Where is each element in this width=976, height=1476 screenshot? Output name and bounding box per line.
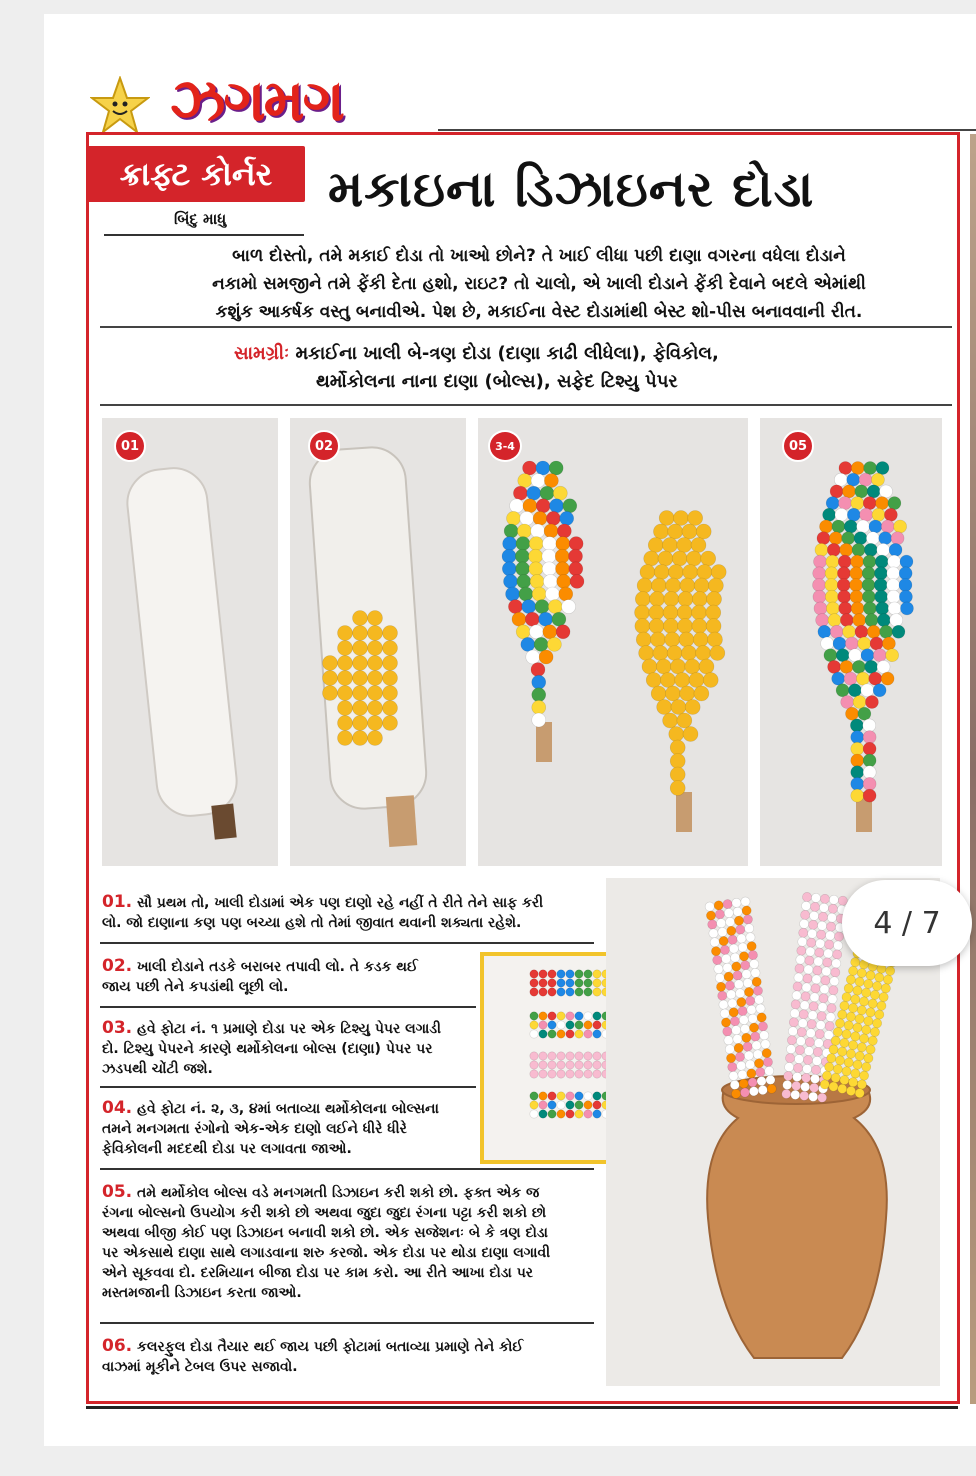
photo-step-1 <box>102 418 278 866</box>
step-text: રંગના બોલ્સનો ઉપયોગ કરી શકો છો અથવા જુદા જુદા રંગના પટ્ટા કરી શકો છો <box>102 1205 547 1221</box>
step-number: 01. <box>102 892 133 912</box>
materials-block <box>234 340 884 396</box>
divider <box>100 404 952 406</box>
step-number: 03. <box>102 1018 133 1038</box>
step-text: સૌ પ્રથમ તો, ખાલી દોડામાં એક પણ દાણો રહે નહીં તે રીતે તેને સાફ કરી <box>137 895 544 911</box>
divider <box>100 1086 476 1088</box>
author-divider <box>104 234 304 236</box>
intro-paragraph <box>144 242 934 326</box>
divider <box>100 1168 594 1170</box>
divider <box>100 1006 476 1008</box>
step-text: તમને મનગમતા રંગોનો એક-એક દાણો લઈને ધીરે ધીરે <box>102 1121 407 1137</box>
bottom-divider <box>86 1406 958 1409</box>
next-page-edge <box>970 134 976 1404</box>
materials-label: સામગ્રીઃ <box>234 343 290 364</box>
materials-line: મકાઈના ખાલી બે-ત્રણ દોડા (દાણા કાઢી લીધેલા), ફેવિકોલ, <box>295 343 719 364</box>
section-tag: ક્રાફ્ટ કોર્નર <box>87 146 305 202</box>
star-mascot-icon <box>90 76 150 136</box>
step-text: લો. જો દાણાના કણ પણ બચ્યા હશે તો તેમાં જીવાત થવાની શક્યતા રહેશે. <box>102 915 522 931</box>
step-number: 06. <box>102 1336 133 1356</box>
step-06 <box>102 1336 596 1377</box>
step-02 <box>102 956 418 997</box>
logo-text: ઝગમગ <box>170 66 343 134</box>
step-badge: 3-4 <box>488 430 522 462</box>
step-text: ફેવિકોલની મદદથી દોડા પર લગાવતા જાઓ. <box>102 1141 352 1157</box>
magazine-page <box>44 14 976 1446</box>
step-text: હવે ફોટા નં. ૧ પ્રમાણે દોડા પર એક ટિશ્યુ પેપર લગાડી <box>137 1021 442 1037</box>
intro-line: કશુંક આકર્ષક વસ્તુ બનાવીએ. પેશ છે, મકાઈના વેસ્ટ દોડામાંથી બેસ્ટ શો-પીસ બનાવવાની રીત. <box>215 302 863 322</box>
header-divider <box>438 129 976 131</box>
author-name: બિંદુ માધુ <box>174 210 227 228</box>
step-03 <box>102 1018 441 1079</box>
step-05 <box>102 1182 596 1303</box>
step-text: ઝડપથી ચોંટી જશે. <box>102 1061 213 1077</box>
step-text: કલરફુલ દોડા તૈયાર થઈ જાય પછી ફોટામાં બતાવ્યા પ્રમાણે તેને કોઈ <box>137 1339 524 1355</box>
intro-line: નકામો સમજીને તમે ફેંકી દેતા હશો, રાઇટ? તો ચાલો, એ ખાલી દોડાને ફેંકી દેવાને બદલે એમાંથી <box>212 274 866 294</box>
step-04 <box>102 1098 439 1159</box>
step-number: 02. <box>102 956 133 976</box>
step-badge: 02 <box>308 430 340 462</box>
step-badge: 01 <box>114 430 146 462</box>
step-text: હવે ફોટા નં. ૨, ૩, ૪માં બતાવ્યા થર્મોકોલના બોલ્સના <box>137 1101 439 1117</box>
divider <box>100 1322 594 1324</box>
step-text: જાય પછી તેને કપડાંથી લૂછી લો. <box>102 979 289 995</box>
divider <box>100 942 594 944</box>
step-text: તમે થર્મોકોલ બોલ્સ વડે મનગમતી ડિઝાઇન કરી શકો છો. ફક્ત એક જ <box>137 1185 540 1201</box>
step-text: અથવા બીજી કોઈ પણ ડિઝાઇન બનાવી શકો છો. એક સજેશનઃ બે કે ત્રણ દોડા <box>102 1225 548 1241</box>
step-text: પર એકસાથે દાણા સાથે લગાડવાના શરુ કરજો. એક દોડા પર થોડા દાણા લગાવી <box>102 1245 551 1261</box>
step-number: 04. <box>102 1098 133 1118</box>
step-number: 05. <box>102 1182 133 1202</box>
step-text: એને સૂકવવા દો. દરમિયાન બીજા દોડા પર કામ કરો. આ રીતે આખા દોડા પર <box>102 1265 534 1281</box>
step-text: વાઝમાં મૂકીને ટેબલ ઉપર સજાવો. <box>102 1359 298 1375</box>
step-text: દો. ટિશ્યુ પેપરને કારણે થર્મોકોલના બોલ્સ (દાણા) પેપર પર <box>102 1041 433 1057</box>
divider <box>100 326 952 328</box>
step-01 <box>102 892 543 933</box>
intro-line: બાળ દોસ્તો, તમે મકાઈ દોડા તો ખાઓ છોને? તે ખાઈ લીધા પછી દાણા વગરના વધેલા દોડાને <box>232 246 846 266</box>
page-counter: 4 / 7 <box>842 880 972 966</box>
photo-step-5 <box>760 418 942 866</box>
materials-line: થર્મોકોલના નાના દાણા (બોલ્સ), સફેદ ટિશ્યુ પેપર <box>316 371 678 392</box>
step-badge: 05 <box>782 430 814 462</box>
photo-step-2 <box>290 418 466 866</box>
step-text: મસ્તમજાની ડિઝાઇન કરતા જાઓ. <box>102 1285 302 1301</box>
photo-step-3-4 <box>478 418 748 866</box>
step-text: ખાલી દોડાને તડકે બરાબર તપાવી લો. તે કડક થઈ <box>137 959 418 975</box>
article-title: મકાઇના ડિઝાઇનર દોડા <box>328 160 815 218</box>
